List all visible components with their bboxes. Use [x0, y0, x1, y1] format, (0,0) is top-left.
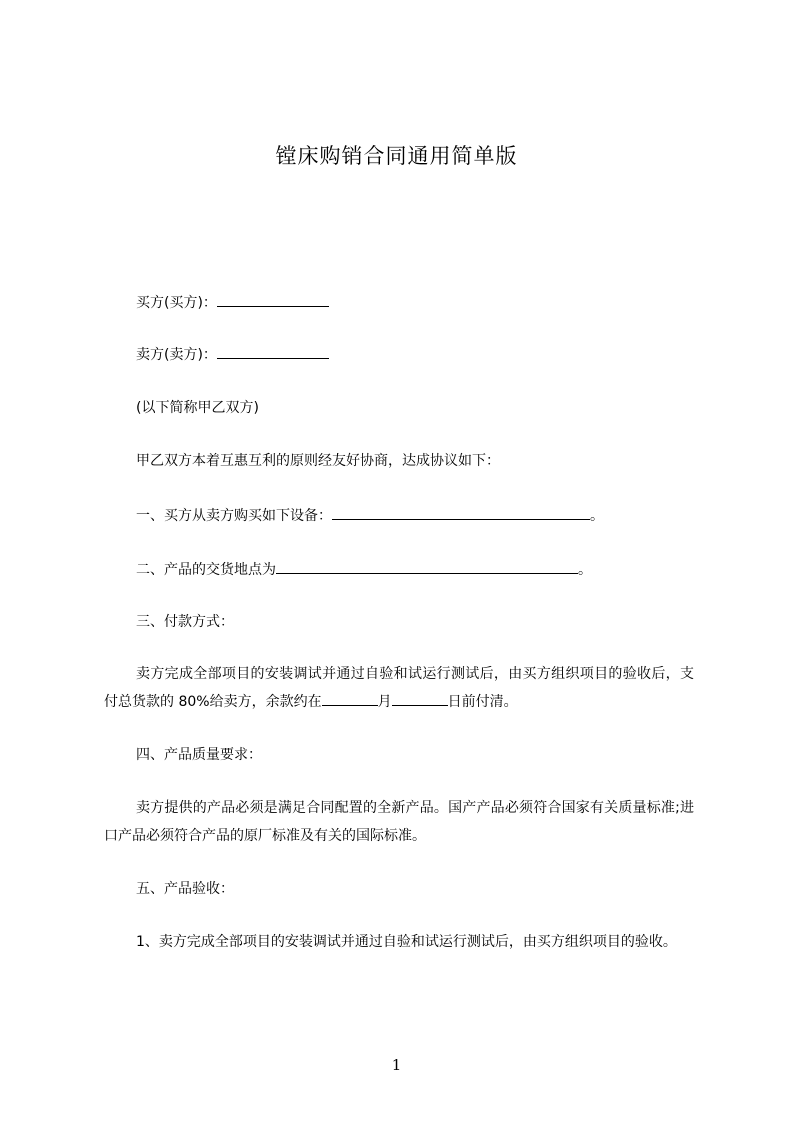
seller-label: 卖方(卖方)：: [136, 347, 217, 363]
clause-1-blank: [332, 505, 590, 520]
clause-3-month: 月: [377, 694, 392, 710]
clause-1: [136, 505, 604, 526]
clause-2-text: 二、产品的交货地点为: [136, 562, 276, 578]
month-blank: [322, 691, 378, 706]
alias-note: (以下简称甲乙双方): [136, 400, 259, 416]
document-title: 镗床购销合同通用简单版: [275, 144, 518, 168]
clause-2-end: 。: [578, 562, 592, 578]
buyer-label: 买方(买方)：: [136, 295, 217, 311]
clause-2-blank: [276, 559, 578, 574]
clause-3-heading: 三、付款方式：: [136, 614, 234, 630]
clause-5-item-1: 1、卖方完成全部项目的安装调试并通过自验和试运行测试后，由买方组织项目的验收。: [136, 934, 677, 950]
clause-3-end: 日前付清。: [447, 694, 518, 710]
day-blank: [392, 691, 448, 706]
clause-1-text: 一、买方从卖方购买如下设备：: [136, 508, 332, 524]
clause-3-body: [104, 660, 694, 716]
buyer-blank: [217, 292, 329, 307]
clause-3-body-text: 卖方完成全部项目的安装调试并通过自验和试运行测试后，由买方组织项目的验收后，支付总货款的 80%给卖方，余款约在: [104, 666, 694, 710]
clause-4-body: 卖方提供的产品必须是满足合同配置的全新产品。国产产品必须符合国家有关质量标准;进口产品必须符合产品的原厂标准及有关的国际标准。: [104, 800, 694, 844]
clause-4-heading: 四、产品质量要求：: [136, 747, 262, 763]
buyer-line: [136, 292, 329, 313]
seller-blank: [217, 344, 329, 359]
clause-2: [136, 559, 592, 580]
clause-1-end: 。: [590, 508, 604, 524]
page-number: 1: [391, 1056, 402, 1074]
seller-line: [136, 344, 329, 365]
clause-5-heading: 五、产品验收：: [136, 881, 234, 897]
preamble: 甲乙双方本着互惠互利的原则经友好协商，达成协议如下：: [136, 453, 500, 469]
